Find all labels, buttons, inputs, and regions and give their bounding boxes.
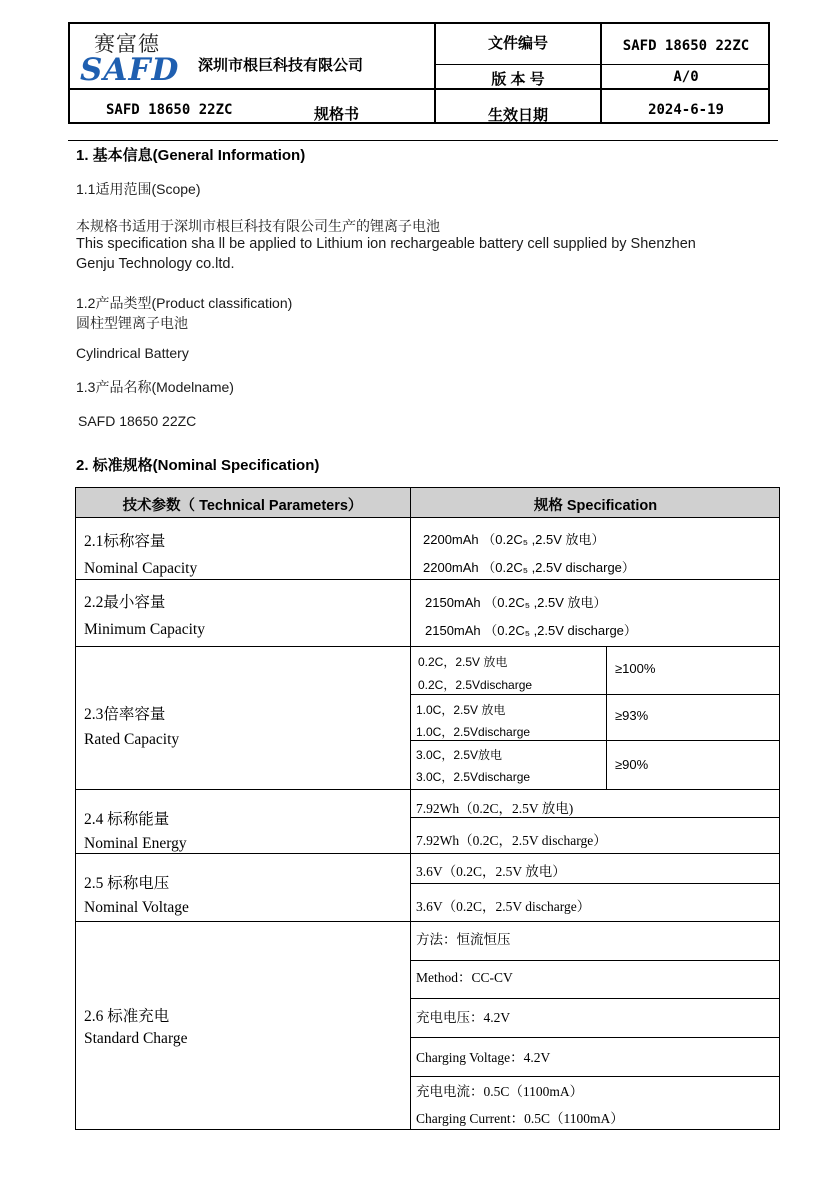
doc-number-label: 文件编号 [487, 35, 548, 52]
row-2-1-label-en: Nominal Capacity [84, 560, 198, 577]
section-2-title: 2. 标准规格(Nominal Specification) [76, 457, 320, 474]
row-2-2-label-cn: 2.2最小容量 [84, 594, 166, 611]
model-value: SAFD 18650 22ZC [78, 413, 197, 429]
spec-table [75, 487, 780, 1130]
company-logo: SAFD [80, 52, 180, 88]
row-2-1-value-en: 2200mAh （0.2C₅ ,2.5V discharge） [423, 560, 635, 575]
row-2-6-current-cn: 充电电流：0.5C（1100mA） [416, 1084, 584, 1099]
row-2-1-value-cn: 2200mAh （0.2C₅ ,2.5V 放电） [423, 532, 605, 547]
scope-text-cn: 本规格书适用于深圳市根巨科技有限公司生产的锂离子电池 [76, 218, 440, 234]
row-2-4-label-en: Nominal Energy [84, 835, 187, 852]
scope-text-en-2: Genju Technology co.ltd. [76, 256, 235, 272]
row-2-3-a-cn: 0.2C，2.5V 放电 [418, 655, 508, 669]
document-header [68, 22, 770, 124]
row-2-3-b-en: 1.0C，2.5Vdischarge [416, 725, 531, 739]
company-logo-chinese: 赛富德 [94, 32, 160, 56]
row-2-3-a-en: 0.2C，2.5Vdischarge [418, 678, 533, 692]
row-2-2-value-en: 2150mAh （0.2C₅ ,2.5V discharge） [425, 623, 637, 638]
classification-en: Cylindrical Battery [76, 345, 189, 361]
row-2-5-label-en: Nominal Voltage [84, 899, 189, 916]
version-value: A/0 [673, 69, 699, 85]
classification-title: 1.2产品类型(Product classification) [76, 295, 293, 311]
header-divider [68, 140, 778, 141]
effective-date-value: 2024-6-19 [648, 102, 724, 118]
model-number: SAFD 18650 22ZC [106, 102, 233, 118]
row-2-2-label-en: Minimum Capacity [84, 621, 205, 638]
spec-label: 规格书 [314, 106, 360, 123]
scope-text-en-1: This specification sha ll be applied to Lithium ion rechargeable battery cell supplied by Shenzhen [76, 236, 696, 252]
row-2-4-value-en: 7.92Wh（0.2C，2.5V discharge） [416, 833, 607, 848]
row-2-6-voltage-cn: 充电电压：4.2V [416, 1010, 511, 1025]
row-2-2-value-cn: 2150mAh （0.2C₅ ,2.5V 放电） [425, 595, 607, 610]
col-header-specification: 规格 Specification [533, 498, 658, 514]
row-2-1-label-cn: 2.1标称容量 [84, 533, 166, 550]
row-2-6-voltage-en: Charging Voltage：4.2V [416, 1050, 551, 1065]
scope-title: 1.1适用范围(Scope) [76, 181, 201, 197]
col-header-parameters: 技术参数（ Technical Parameters） [122, 498, 363, 514]
section-1-title: 1. 基本信息(General Information) [76, 147, 306, 164]
row-2-5-value-cn: 3.6V（0.2C，2.5V 放电） [416, 864, 566, 879]
doc-number-value: SAFD 18650 22ZC [622, 38, 750, 54]
model-title: 1.3产品名称(Modelname) [76, 379, 234, 395]
row-2-3-b-result: ≥93% [615, 708, 649, 723]
row-2-6-method-cn: 方法：恒流恒压 [416, 932, 511, 947]
row-2-5-label-cn: 2.5 标称电压 [84, 875, 170, 892]
row-2-3-c-en: 3.0C，2.5Vdischarge [416, 770, 531, 784]
row-2-3-c-cn: 3.0C，2.5V放电 [416, 748, 503, 762]
row-2-6-label-en: Standard Charge [84, 1030, 188, 1047]
classification-cn: 圆柱型锂离子电池 [76, 315, 188, 331]
row-2-3-a-result: ≥100% [615, 661, 656, 676]
row-2-3-b-cn: 1.0C，2.5V 放电 [416, 703, 506, 717]
company-name: 深圳市根巨科技有限公司 [198, 57, 364, 74]
row-2-3-label-en: Rated Capacity [84, 731, 180, 748]
effective-date-label: 生效日期 [487, 107, 548, 124]
row-2-6-label-cn: 2.6 标准充电 [84, 1008, 170, 1025]
row-2-3-c-result: ≥90% [615, 757, 649, 772]
row-2-4-label-cn: 2.4 标称能量 [84, 811, 170, 828]
row-2-6-current-en: Charging Current：0.5C（1100mA） [416, 1111, 624, 1126]
row-2-4-value-cn: 7.92Wh（0.2C，2.5V 放电) [416, 801, 574, 816]
row-2-3-label-cn: 2.3倍率容量 [84, 706, 166, 723]
row-2-6-method-en: Method：CC-CV [416, 970, 513, 985]
row-2-5-value-en: 3.6V（0.2C，2.5V discharge） [416, 899, 591, 914]
version-label: 版 本 号 [491, 71, 545, 88]
